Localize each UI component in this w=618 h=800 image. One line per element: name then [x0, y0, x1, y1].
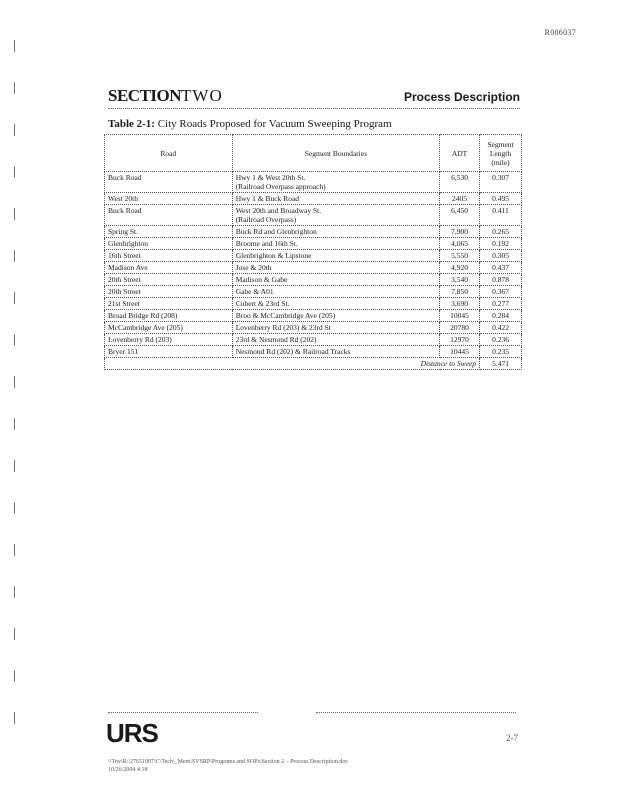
table-row: [105, 193, 522, 205]
cell-segment-length: 0.367: [480, 286, 522, 298]
cell-adt: 6,530: [440, 172, 480, 193]
document-id: R006037: [544, 28, 576, 37]
margin-tick: [14, 628, 18, 640]
margin-tick: [14, 460, 18, 472]
table-row: [105, 172, 522, 193]
cell-road: 20th Street: [105, 286, 233, 298]
page-number: 2-7: [506, 733, 518, 743]
table-caption-text: City Roads Proposed for Vacuum Sweeping Program: [157, 118, 392, 130]
margin-tick: [14, 292, 18, 304]
section-title-number: TWO: [181, 86, 223, 105]
total-value: 5.471: [480, 358, 522, 370]
cell-segment-boundaries: Lovenberry Rd (203) & 23rd St: [232, 322, 439, 334]
header-segment-length: Segment Length (mile): [480, 135, 522, 172]
cell-adt: 10045: [440, 310, 480, 322]
cell-segment-length: 0.437: [480, 262, 522, 274]
cell-road: Buck Road: [105, 205, 233, 226]
margin-tick: [14, 376, 18, 388]
cell-segment-length: 0.236: [480, 334, 522, 346]
footer-path-line: \\Tnv\R:\27651007\C\Tech\_Mem\SVSRP\Programs and SOPs\Section 2 – Process Description.doc: [108, 759, 349, 765]
cell-segment-length: 0.192: [480, 238, 522, 250]
cell-segment-boundaries: Madison & Gabe: [232, 274, 439, 286]
cell-road: Madison Ave: [105, 262, 233, 274]
header-road: Road: [105, 135, 233, 172]
cell-segment-boundaries: Hwy 1 & West 20th St. (Railroad Overpass approach): [232, 172, 439, 193]
cell-segment-boundaries: Hwy 1 & Buck Road: [232, 193, 439, 205]
section-title: [108, 86, 223, 106]
cell-road: McCambridge Ave (205): [105, 322, 233, 334]
cell-segment-length: 0.305: [480, 250, 522, 262]
table-row: [105, 298, 522, 310]
margin-ticks: [14, 40, 20, 740]
cell-segment-boundaries: Nesmond Rd (202) & Railroad Tracks: [232, 346, 439, 358]
margin-tick: [14, 124, 18, 136]
table-row: [105, 346, 522, 358]
header-adt: ADT: [440, 135, 480, 172]
cell-segment-boundaries: 23rd & Nesmond Rd (202): [232, 334, 439, 346]
cell-road: Buck Road: [105, 172, 233, 193]
margin-tick: [14, 166, 18, 178]
cell-adt: 10445: [440, 346, 480, 358]
table-caption: [108, 118, 392, 130]
margin-tick: [14, 502, 18, 514]
cell-road: 20th Street: [105, 274, 233, 286]
cell-adt: 7,900: [440, 226, 480, 238]
table-header-row: [105, 135, 522, 172]
section-title-bold: SECTION: [108, 86, 182, 105]
cell-segment-length: 0.878: [480, 274, 522, 286]
margin-tick: [14, 82, 18, 94]
table-row: [105, 286, 522, 298]
table-row: [105, 274, 522, 286]
urs-logo: URS: [106, 718, 158, 748]
cell-adt: 4,065: [440, 238, 480, 250]
cell-adt: 6,450: [440, 205, 480, 226]
table-row: [105, 226, 522, 238]
cell-segment-length: 0.277: [480, 298, 522, 310]
total-label: Distance to Sweep: [105, 358, 480, 370]
cell-road: West 20th: [105, 193, 233, 205]
section-subtitle: Process Description: [403, 90, 520, 104]
cell-adt: 7,850: [440, 286, 480, 298]
cell-segment-length: 0.422: [480, 322, 522, 334]
cell-road: Lovenberry Rd (203): [105, 334, 233, 346]
cell-adt: 3,690: [440, 298, 480, 310]
margin-tick: [14, 208, 18, 220]
margin-tick: [14, 586, 18, 598]
footer-path: [108, 758, 508, 775]
cell-road: Spring St.: [105, 226, 233, 238]
cell-segment-length: 0.307: [480, 172, 522, 193]
cell-segment-length: 0.265: [480, 226, 522, 238]
cell-segment-boundaries: Gabe & A01: [232, 286, 439, 298]
cell-adt: 20780: [440, 322, 480, 334]
cell-adt: 3,540: [440, 274, 480, 286]
footer-rule-left: [108, 712, 258, 713]
cell-adt: 12970: [440, 334, 480, 346]
cell-segment-length: 0.284: [480, 310, 522, 322]
margin-tick: [14, 334, 18, 346]
margin-tick: [14, 670, 18, 682]
margin-tick: [14, 40, 18, 52]
margin-tick: [14, 418, 18, 430]
table-caption-label: Table 2-1:: [108, 118, 155, 130]
header-segment-boundaries: Segment Boundaries: [232, 135, 439, 172]
cell-segment-boundaries: Broome and 16th St.: [232, 238, 439, 250]
cell-adt: 5,550: [440, 250, 480, 262]
cell-adt: 2405: [440, 193, 480, 205]
footer-date-line: 10/26/2004 4:18: [108, 767, 148, 774]
footer-rule-right: [316, 712, 516, 713]
cell-adt: 4,920: [440, 262, 480, 274]
table-row: [105, 322, 522, 334]
cell-segment-boundaries: Buck Rd and Glenbrighton: [232, 226, 439, 238]
cell-road: Bryer 151: [105, 346, 233, 358]
cell-road: Broad Bridge Rd (208): [105, 310, 233, 322]
table-row: [105, 250, 522, 262]
table-row: [105, 310, 522, 322]
cell-road: 21st Street: [105, 298, 233, 310]
table-row: [105, 238, 522, 250]
cell-segment-boundaries: Broo & McCambridge Ave (205): [232, 310, 439, 322]
cell-segment-boundaries: Jose & 20th: [232, 262, 439, 274]
cell-segment-boundaries: Cubert & 23rd St.: [232, 298, 439, 310]
cell-segment-boundaries: Glenbrighton & Lipstone: [232, 250, 439, 262]
table-total-row: [105, 358, 522, 370]
cell-road: 16th Street: [105, 250, 233, 262]
roads-table: [104, 134, 522, 370]
table-row: [105, 334, 522, 346]
cell-segment-length: 0.235: [480, 346, 522, 358]
cell-segment-boundaries: West 20th and Broadway St. (Railroad Overpass): [232, 205, 439, 226]
cell-segment-length: 0.411: [480, 205, 522, 226]
table-row: [105, 262, 522, 274]
cell-road: Glenbrighton: [105, 238, 233, 250]
margin-tick: [14, 250, 18, 262]
table-row: [105, 205, 522, 226]
header-rule: [108, 108, 520, 109]
margin-tick: [14, 712, 18, 724]
cell-segment-length: 0.495: [480, 193, 522, 205]
margin-tick: [14, 544, 18, 556]
